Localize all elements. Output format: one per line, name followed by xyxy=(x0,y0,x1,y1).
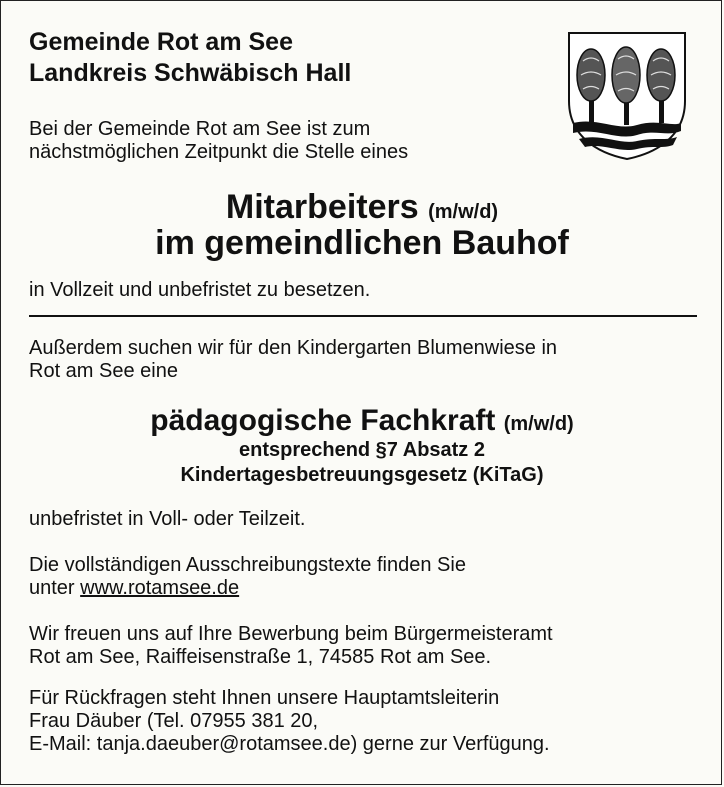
job2-title-text: pädagogische Fachkraft xyxy=(150,404,496,437)
job1-gender-tag: (m/w/d) xyxy=(428,201,499,223)
job2-subtitle-line1: entsprechend §7 Absatz 2 xyxy=(238,439,485,461)
contact-line: E-Mail: tanja.daeuber@rotamsee.de) gerne zur Verfügung. xyxy=(29,733,550,755)
contact-paragraph xyxy=(29,687,550,756)
job2-intro-line: Rot am See eine xyxy=(29,360,178,382)
info-line: Die vollständigen Ausschreibungstexte finden Sie xyxy=(29,554,466,576)
info-line xyxy=(29,577,466,600)
job2-title xyxy=(1,404,723,441)
job2-intro xyxy=(29,337,557,383)
application-line: Rot am See, Raiffeisenstraße 1, 74585 Rot am See. xyxy=(29,646,492,668)
job1-title-line2: im gemeindlichen Bauhof xyxy=(155,224,569,262)
contact-line: Frau Däuber (Tel. 07955 381 20, xyxy=(29,710,319,732)
district-name: Landkreis Schwäbisch Hall xyxy=(29,59,352,87)
job2-terms: unbefristet in Voll- oder Teilzeit. xyxy=(29,508,306,530)
info-prefix: unter xyxy=(29,577,81,599)
website-link[interactable]: www.rotamsee.de xyxy=(80,577,240,599)
organization-header xyxy=(29,27,351,89)
job1-title-text: Mitarbeiters xyxy=(225,188,419,226)
job1-intro-line: Bei der Gemeinde Rot am See ist zum xyxy=(29,118,371,140)
section-divider xyxy=(29,315,697,317)
contact-line: Für Rückfragen steht Ihnen unsere Hauptamtsleiterin xyxy=(29,687,500,709)
job2-subtitle-line2: Kindertagesbetreuungsgesetz (KiTaG) xyxy=(180,464,544,486)
application-paragraph xyxy=(29,623,553,669)
job1-terms: in Vollzeit und unbefristet zu besetzen. xyxy=(29,279,371,301)
job2-intro-line: Außerdem suchen wir für den Kindergarten Blumenwiese in xyxy=(29,337,558,359)
info-paragraph xyxy=(29,554,466,600)
job1-intro xyxy=(29,118,408,164)
job2-gender-tag: (m/w/d) xyxy=(503,413,574,435)
job1-intro-line: nächstmöglichen Zeitpunkt die Stelle eines xyxy=(29,141,409,163)
coat-of-arms-icon xyxy=(567,31,687,161)
application-line: Wir freuen uns auf Ihre Bewerbung beim Bürgermeisteramt xyxy=(29,623,553,645)
org-name: Gemeinde Rot am See xyxy=(29,28,293,56)
